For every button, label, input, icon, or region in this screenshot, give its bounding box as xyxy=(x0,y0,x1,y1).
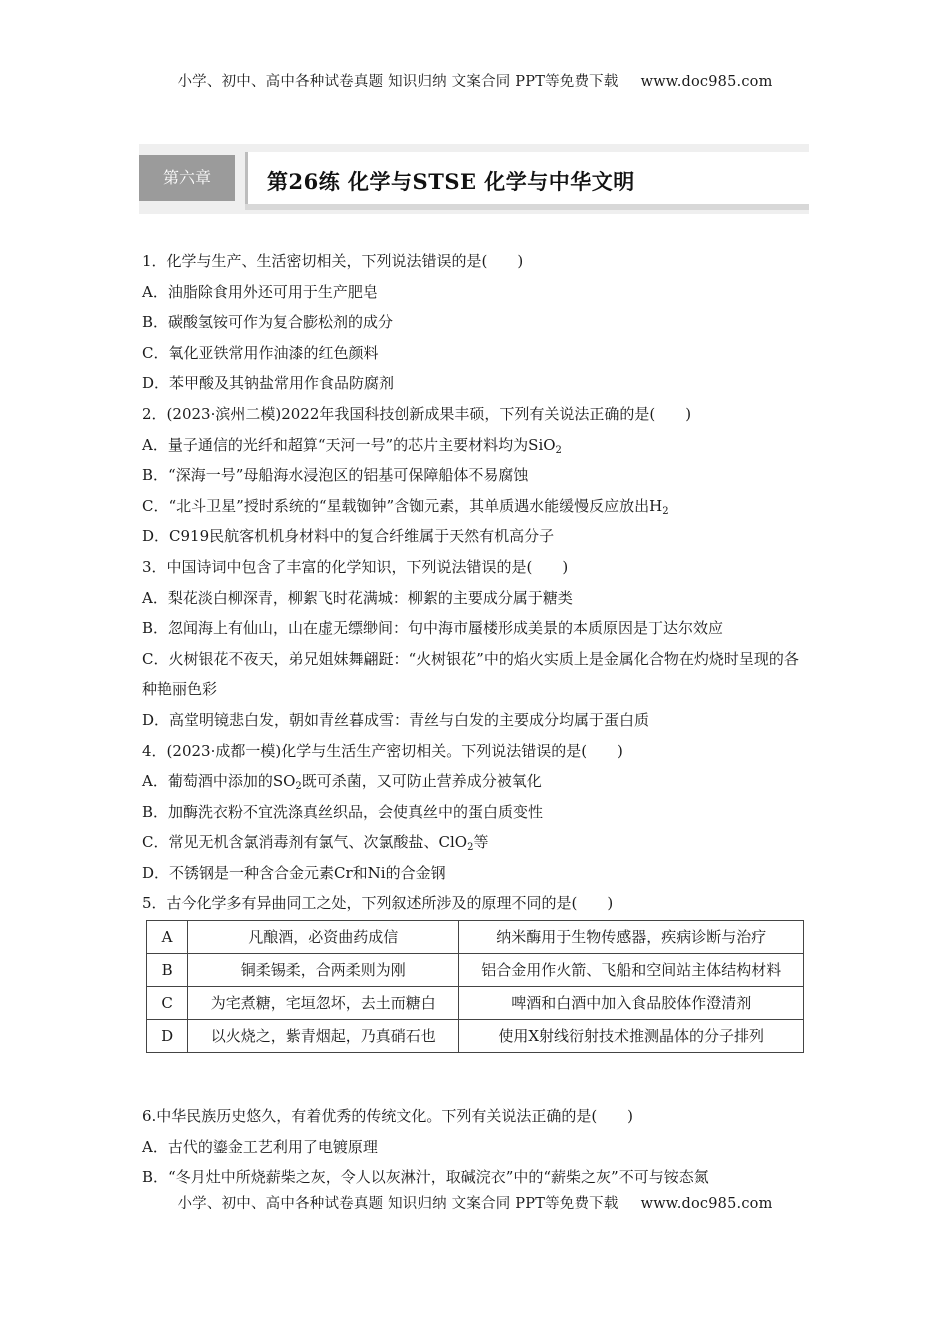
q1-stem: 1．化学与生产、生活密切相关，下列说法错误的是( ) xyxy=(142,252,524,270)
q1-option-a: A．油脂除食用外还可用于生产肥皂 xyxy=(142,282,378,301)
row-modern: 铝合金用作火箭、飞船和空间站主体结构材料 xyxy=(459,954,804,987)
page-footer xyxy=(0,1192,950,1213)
header-text: 小学、初中、高中各种试卷真题 知识归纳 文案合同 PPT等免费下载 xyxy=(177,74,619,90)
q1-option-d: D．苯甲酸及其钠盐常用作食品防腐剂 xyxy=(142,374,395,393)
row-modern: 纳米酶用于生物传感器，疾病诊断与治疗 xyxy=(459,921,804,954)
q3-option-c: C．火树银花不夜天，弟兄姐妹舞翩跹：“火树银花”中的焰火实质上是金属化合物在灼烧时呈现的各种艳丽色彩 xyxy=(142,649,799,699)
row-key: D xyxy=(147,1020,188,1053)
row-ancient: 为宅煮糖，宅垣忽坏，去土而糖白 xyxy=(188,987,459,1020)
banner-shadow xyxy=(245,204,809,210)
q4-option-d: D．不锈钢是一种含合金元素Cr和Ni的合金钢 xyxy=(142,863,446,882)
q4-option-b: B．加酶洗衣粉不宜洗涤真丝织品，会使真丝中的蛋白质变性 xyxy=(142,802,544,821)
table-row xyxy=(147,1020,804,1053)
row-key: B xyxy=(147,954,188,987)
q5-stem: 5．古今化学多有异曲同工之处，下列叙述所涉及的原理不同的是( ) xyxy=(142,894,614,913)
row-key: C xyxy=(147,987,188,1020)
q3-option-d: D．高堂明镜悲白发，朝如青丝暮成雪：青丝与白发的主要成分均属于蛋白质 xyxy=(142,710,650,729)
table-row xyxy=(147,987,804,1020)
footer-site: www.doc985.com xyxy=(640,1196,773,1212)
q2-option-d: D．C919民航客机机身材料中的复合纤维属于天然有机高分子 xyxy=(142,527,555,546)
q3-option-a: A．梨花淡白柳深青，柳絮飞时花满城：柳絮的主要成分属于糖类 xyxy=(142,588,573,607)
questions-part-2 xyxy=(142,1101,812,1193)
q3-stem: 3．中国诗词中包含了丰富的化学知识，下列说法错误的是( ) xyxy=(142,557,569,576)
table-row xyxy=(147,954,804,987)
page-title: 第26练 化学与STSE 化学与中华文明 xyxy=(267,169,635,194)
row-key: A xyxy=(147,921,188,954)
row-ancient: 铜柔锡柔，合两柔则为刚 xyxy=(188,954,459,987)
q6-option-a: A．古代的鎏金工艺利用了电镀原理 xyxy=(142,1137,378,1156)
questions-part-1 xyxy=(142,246,812,919)
footer-text: 小学、初中、高中各种试卷真题 知识归纳 文案合同 PPT等免费下载 xyxy=(177,1196,619,1212)
q6-stem: 6.中华民族历史悠久，有着优秀的传统文化。下列有关说法正确的是( ) xyxy=(142,1107,634,1125)
q4-stem: 4．(2023·成都一模)化学与生活生产密切相关。下列说法错误的是( ) xyxy=(142,741,623,760)
header-site: www.doc985.com xyxy=(640,74,773,90)
q4-option-c: C．常见无机含氯消毒剂有氯气、次氯酸盐、ClO$_2$等 xyxy=(142,833,489,854)
q5-table xyxy=(146,920,804,1053)
q1-option-b: B．碳酸氢铵可作为复合膨松剂的成分 xyxy=(142,313,394,332)
q3-option-b: B．忽闻海上有仙山，山在虚无缥缈间：句中海市蜃楼形成美景的本质原因是丁达尔效应 xyxy=(142,619,724,638)
q2-option-c: C．“北斗卫星”授时系统的“星载铷钟”含铷元素，其单质遇水能缓慢反应放出$H_2$ xyxy=(142,496,669,517)
page-header xyxy=(0,70,950,91)
q2-stem: 2．(2023·滨州二模)2022年我国科技创新成果丰硕，下列有关说法正确的是( ) xyxy=(142,404,692,423)
row-ancient: 以火烧之，紫青烟起，乃真硝石也 xyxy=(188,1020,459,1053)
q1-option-c: C．氧化亚铁常用作油漆的红色颜料 xyxy=(142,343,379,362)
q6-option-b: B．“冬月灶中所烧薪柴之灰，令人以灰淋汁，取碱浣衣”中的“薪柴之灰”不可与铵态氮 xyxy=(142,1168,709,1187)
row-modern: 使用X射线衍射技术推测晶体的分子排列 xyxy=(459,1020,804,1053)
table-row xyxy=(147,921,804,954)
chapter-tab: 第六章 xyxy=(139,155,235,201)
q2-option-a: A．量子通信的光纤和超算“天河一号”的芯片主要材料均为SiO$_2$ xyxy=(142,435,562,456)
chapter-banner xyxy=(139,144,809,214)
q2-option-b: B．“深海一号”母船海水浸泡区的铝基可保障船体不易腐蚀 xyxy=(142,466,529,485)
q4-option-a: A．葡萄酒中添加的$SO_2$既可杀菌，又可防止营养成分被氧化 xyxy=(142,772,542,793)
row-modern: 啤酒和白酒中加入食品胶体作澄清剂 xyxy=(459,987,804,1020)
row-ancient: 凡酿酒，必资曲药成信 xyxy=(188,921,459,954)
